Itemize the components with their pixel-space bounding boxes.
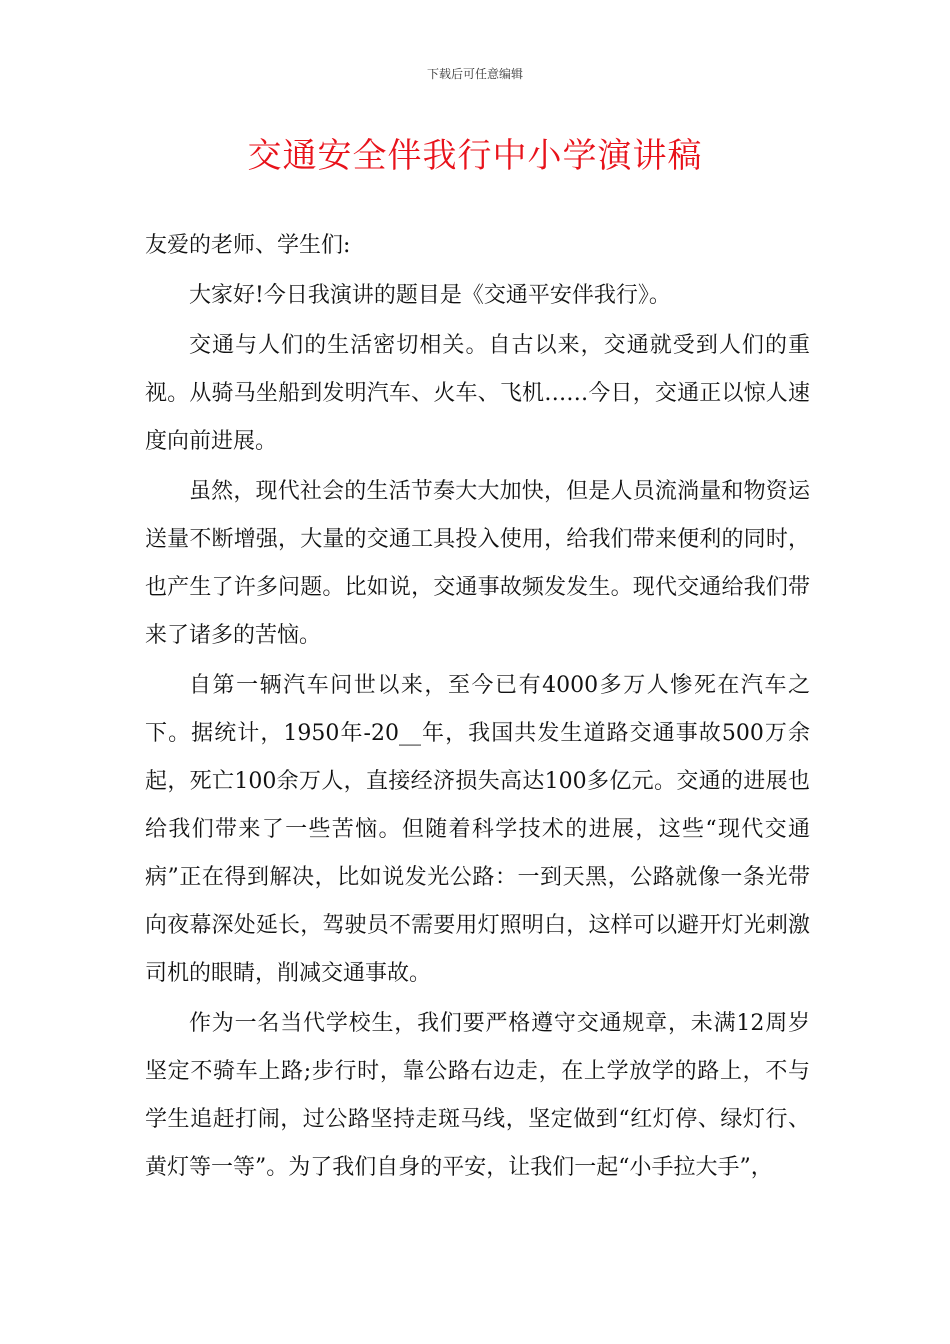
header-note: 下载后可任意编辑 [426,67,523,81]
paragraph-statistics: 自第一辆汽车问世以来，至今已有4000多万人惨死在汽车之下。据统计，1950年-20__年，我国共发生道路交通事故500万余起，死亡100余万人，直接经济损失高达100多亿元。交通的进展也给我们带来了一些苦恼。但随着科学技术的进展，这些“现代交通病”正在得到解决，比如说发光公路：一到天黑，公路就像一条光带向夜幕深处延长，驾驶员不需要用灯照明白，这样可以避开灯光刺激司机的眼睛，削减交通事故。 [145,673,811,986]
paragraph-greeting: 大家好!今日我演讲的题目是《交通平安伴我行》。 [189,283,671,308]
speech-body [145,222,810,1194]
paragraph-student-duty: 作为一名当代学校生，我们要严格遵守交通规章，未满12周岁坚定不骑车上路;步行时，靠公路右边走，在上学放学的路上，不与学生追赶打闹，过公路坚持走斑马线，坚定做到“红灯停、绿灯行、黄灯等一等”。为了我们自身的平安，让我们一起“小手拉大手”， [145,1011,810,1180]
paragraph-problems: 虽然，现代社会的生活节奏大大加快，但是人员流淌量和物资运送量不断增强，大量的交通工具投入使用，给我们带来便利的同时，也产生了许多问题。比如说，交通事故频发发生。现代交通给我们带来了诸多的苦恼。 [145,479,810,648]
page-title: 交通安全伴我行中小学演讲稿 [247,136,703,176]
salutation: 友爱的老师、学生们: [145,233,351,258]
paragraph-history: 交通与人们的生活密切相关。自古以来，交通就受到人们的重视。从骑马坐船到发明汽车、火车、飞机……今日，交通正以惊人速度向前进展。 [145,333,810,454]
